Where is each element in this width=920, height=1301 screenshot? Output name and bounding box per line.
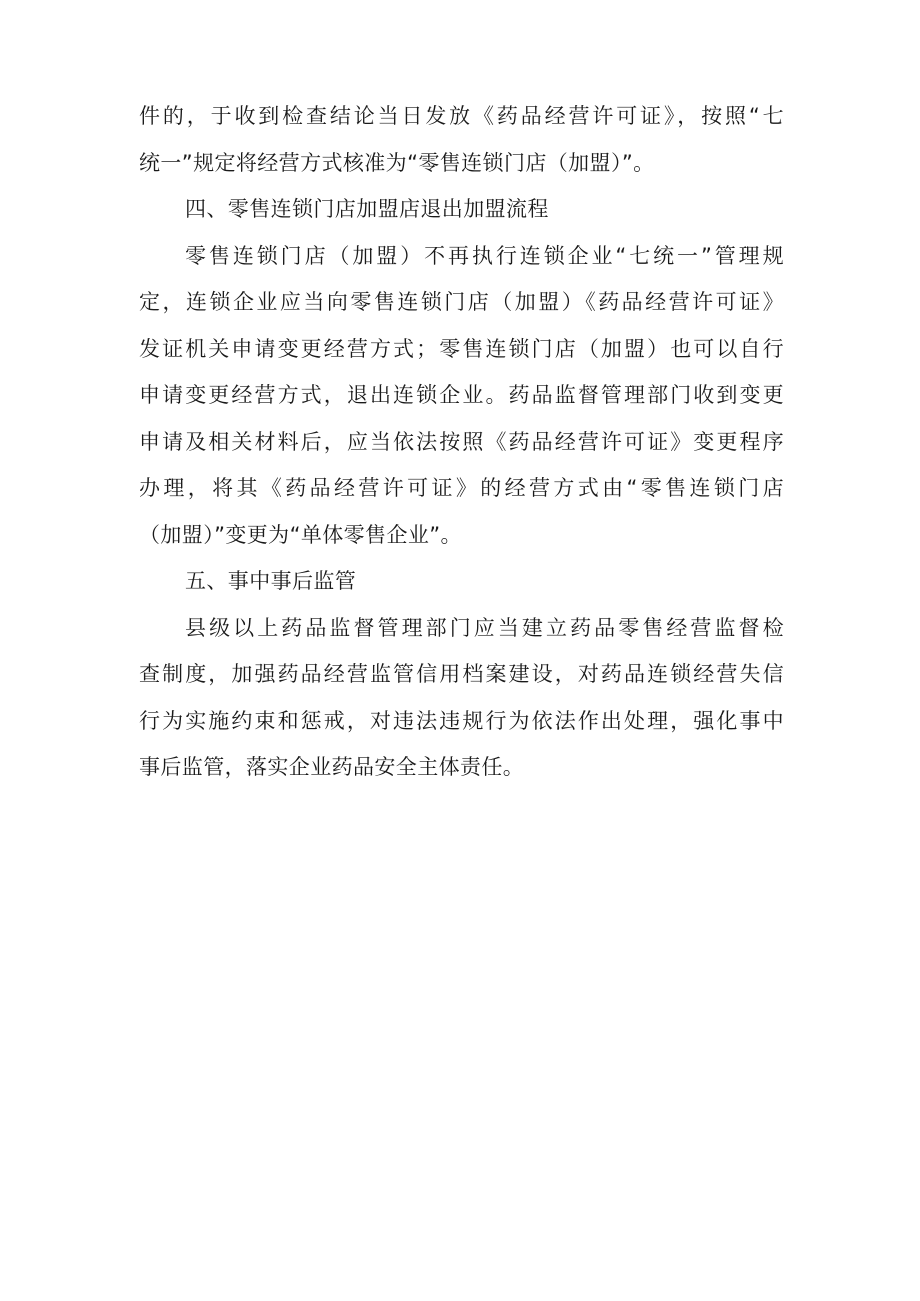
document-body xyxy=(139,93,784,791)
text-line: 申请变更经营方式，退出连锁企业。药品监督管理部门收到变更 xyxy=(139,383,784,407)
text-line: （加盟）”变更为“单体零售企业”。 xyxy=(139,522,462,547)
text-line: 发证机关申请变更经营方式；零售连锁门店（加盟）也可以自行 xyxy=(139,336,784,361)
section-5-paragraph xyxy=(139,605,784,791)
section-4-paragraph xyxy=(139,233,784,559)
text-line: 县级以上药品监督管理部门应当建立药品零售经营监督检 xyxy=(185,615,784,640)
text-line: 定，连锁企业应当向零售连锁门店（加盟）《药品经营许可证》 xyxy=(139,290,784,314)
text-line: 行为实施约束和惩戒，对违法违规行为依法作出处理，强化事中 xyxy=(139,708,784,733)
section-heading-5: 五、事中事后监管 xyxy=(185,569,357,593)
text-line: 零售连锁门店（加盟）不再执行连锁企业“七统一”管理规 xyxy=(185,243,784,268)
text-line: 申请及相关材料后，应当依法按照《药品经营许可证》变更程序 xyxy=(139,429,784,454)
continuation-paragraph xyxy=(139,93,784,186)
text-line: 办理，将其《药品经营许可证》的经营方式由“零售连锁门店 xyxy=(139,476,784,500)
section-heading-4: 四、零售连锁门店加盟店退出加盟流程 xyxy=(185,197,549,221)
text-line: 件的，于收到检查结论当日发放《药品经营许可证》，按照“七 xyxy=(139,104,784,128)
text-line: 查制度，加强药品经营监管信用档案建设，对药品连锁经营失信 xyxy=(139,662,784,686)
text-line: 统一”规定将经营方式核准为“零售连锁门店（加盟）”。 xyxy=(139,150,655,175)
text-line: 事后监管，落实企业药品安全主体责任。 xyxy=(139,755,525,779)
